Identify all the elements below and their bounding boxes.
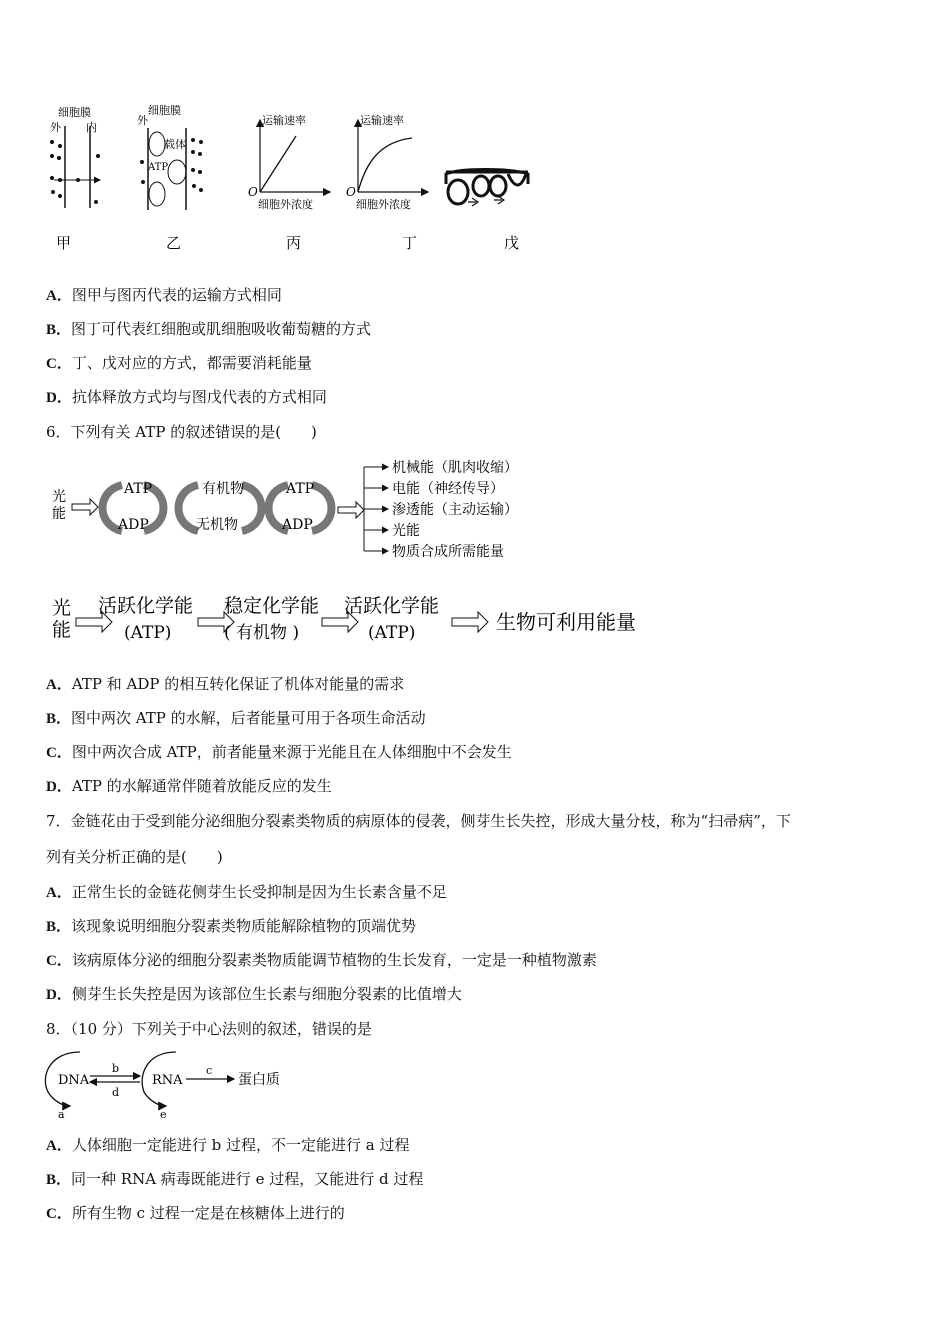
d1-source-top: 光 [52, 489, 66, 505]
d2-source-bottom: 能 [52, 619, 72, 641]
q6-option-d [46, 776, 332, 797]
q7-option-b [46, 916, 416, 937]
option-text: 正常生长的金链花侧芽生长受抑制是因为生长素含量不足 [71, 883, 447, 901]
d1-source-bottom: 能 [52, 506, 66, 522]
q5-option-d [46, 387, 327, 408]
option-text: 侧芽生长失控是因为该部位生长素与细胞分裂素的比值增大 [71, 985, 462, 1003]
option-text: 人体细胞一定能进行 b 过程，不一定能进行 a 过程 [71, 1136, 410, 1154]
q7-stem-line1: 7．金链花由于受到能分泌细胞分裂素类物质的病原体的侵袭，侧芽生长失控，形成大量分枝，称为“扫帚病”，下 [46, 812, 791, 830]
option-text: 丁、戊对应的方式，都需要消耗能量 [71, 354, 312, 372]
option-letter: D． [46, 390, 72, 406]
bing-origin: O [248, 185, 258, 199]
dogma-b: b [112, 1062, 120, 1075]
d2-step3-sub: (ATP) [368, 623, 416, 643]
option-letter: D． [46, 779, 72, 795]
d1-output-4: 光能 [392, 523, 420, 539]
dogma-rna: RNA [152, 1073, 183, 1088]
option-letter: C． [46, 953, 72, 969]
central-dogma-diagram [40, 1046, 300, 1122]
yi-outside-label: 外 [137, 114, 148, 127]
d1-output-1: 机械能（肌肉收缩） [392, 460, 518, 476]
option-letter: B． [46, 711, 72, 727]
q5-option-a [46, 285, 282, 306]
diagram-wu [446, 170, 528, 253]
q7-option-a [46, 882, 447, 903]
q7-option-d [46, 984, 462, 1005]
ding-label: 丁 [402, 234, 418, 252]
q7-stem-line2: 列有关分析正确的是( ) [46, 848, 223, 866]
dogma-d: d [112, 1086, 120, 1099]
option-letter: A． [46, 288, 72, 304]
option-letter: A． [46, 1138, 72, 1154]
q8-option-a [46, 1135, 409, 1156]
energy-flow-diagram [46, 588, 656, 648]
dogma-c: c [206, 1064, 213, 1077]
q5-option-b [46, 319, 371, 340]
d1-atp1: ATP [124, 481, 153, 497]
option-text: 图中两次合成 ATP，前者能量来源于光能且在人体细胞中不会发生 [71, 743, 512, 761]
d2-final: 生物可利用能量 [496, 610, 636, 634]
option-letter: B． [46, 1172, 72, 1188]
option-letter: D． [46, 987, 72, 1003]
diagram-jia [50, 105, 100, 252]
d1-output-3: 渗透能（主动运输） [392, 502, 518, 518]
d2-step2-sub: ( 有机物 ) [224, 623, 300, 643]
q7-option-c [46, 950, 597, 971]
d1-organic: 有机物 [202, 481, 244, 497]
dogma-dna: DNA [58, 1073, 90, 1088]
jia-molecules [50, 140, 100, 204]
dogma-protein: 蛋白质 [238, 1072, 280, 1088]
d2-step3: 活跃化学能 [344, 595, 440, 617]
option-letter: B． [46, 322, 72, 338]
yi-membrane-label: 细胞膜 [148, 104, 181, 117]
ding-xlabel: 细胞外浓度 [356, 198, 411, 211]
q8-option-b [46, 1169, 423, 1190]
option-letter: C． [46, 356, 72, 372]
dogma-e: e [160, 1108, 167, 1121]
option-text: ATP 的水解通常伴随着放能反应的发生 [71, 777, 332, 795]
yi-label: 乙 [166, 234, 182, 252]
option-letter: A． [46, 885, 72, 901]
transport-figure [40, 100, 540, 260]
option-text: 同一种 RNA 病毒既能进行 e 过程，又能进行 d 过程 [71, 1170, 424, 1188]
option-letter: A． [46, 677, 72, 693]
jia-membrane-label: 细胞膜 [58, 106, 91, 119]
q5-option-c [46, 353, 312, 374]
d1-atp2: ATP [286, 481, 315, 497]
ding-ylabel: 运输速率 [360, 114, 404, 127]
wu-label: 戊 [504, 234, 520, 252]
diagram-ding [346, 113, 428, 252]
bing-ylabel: 运输速率 [262, 114, 306, 127]
bing-xlabel: 细胞外浓度 [258, 198, 313, 211]
option-text: 抗体释放方式均与图戊代表的方式相同 [71, 388, 327, 406]
option-letter: B． [46, 919, 72, 935]
option-text: 该现象说明细胞分裂素类物质能解除植物的顶端优势 [71, 917, 417, 935]
q6-option-a [46, 674, 404, 695]
q6-option-c [46, 742, 512, 763]
option-letter: C． [46, 745, 72, 761]
d1-output-5: 物质合成所需能量 [392, 544, 504, 560]
yi-carrier-label: 载体 [164, 138, 186, 151]
q6-stem: 6．下列有关 ATP 的叙述错误的是( ) [46, 423, 317, 441]
d1-adp1: ADP [118, 517, 149, 533]
diagram-yi [137, 103, 203, 252]
jia-inside-label: 内 [86, 121, 97, 134]
yi-atp-label: ATP [148, 162, 169, 173]
bing-label: 丙 [286, 234, 302, 252]
option-text: 图甲与图丙代表的运输方式相同 [71, 286, 282, 304]
d1-adp2: ADP [282, 517, 313, 533]
option-text: 图中两次 ATP 的水解，后者能量可用于各项生命活动 [71, 709, 426, 727]
d2-step2: 稳定化学能 [224, 595, 320, 617]
d2-source-top: 光 [52, 597, 72, 619]
d1-inorganic: 无机物 [196, 517, 238, 533]
option-text: 图丁可代表红细胞或肌细胞吸收葡萄糖的方式 [71, 320, 372, 338]
option-text: 所有生物 c 过程一定是在核糖体上进行的 [71, 1204, 345, 1222]
q8-stem: 8．（10 分）下列关于中心法则的叙述，错误的是 [46, 1020, 372, 1038]
option-letter: C． [46, 1206, 72, 1222]
jia-outside-label: 外 [50, 121, 61, 134]
option-text: ATP 和 ADP 的相互转化保证了机体对能量的需求 [71, 675, 405, 693]
ding-origin: O [346, 185, 356, 199]
dogma-a: a [58, 1108, 65, 1121]
d2-step1-sub: (ATP) [124, 623, 172, 643]
atp-cycle-diagram [46, 455, 546, 565]
d1-output-2: 电能（神经传导） [392, 481, 504, 497]
diagram-bing [248, 113, 330, 252]
jia-label: 甲 [56, 234, 72, 252]
d2-step1: 活跃化学能 [98, 595, 194, 617]
option-text: 该病原体分泌的细胞分裂素类物质能调节植物的生长发育，一定是一种植物激素 [71, 951, 597, 969]
q6-option-b [46, 708, 426, 729]
q8-option-c [46, 1203, 345, 1224]
